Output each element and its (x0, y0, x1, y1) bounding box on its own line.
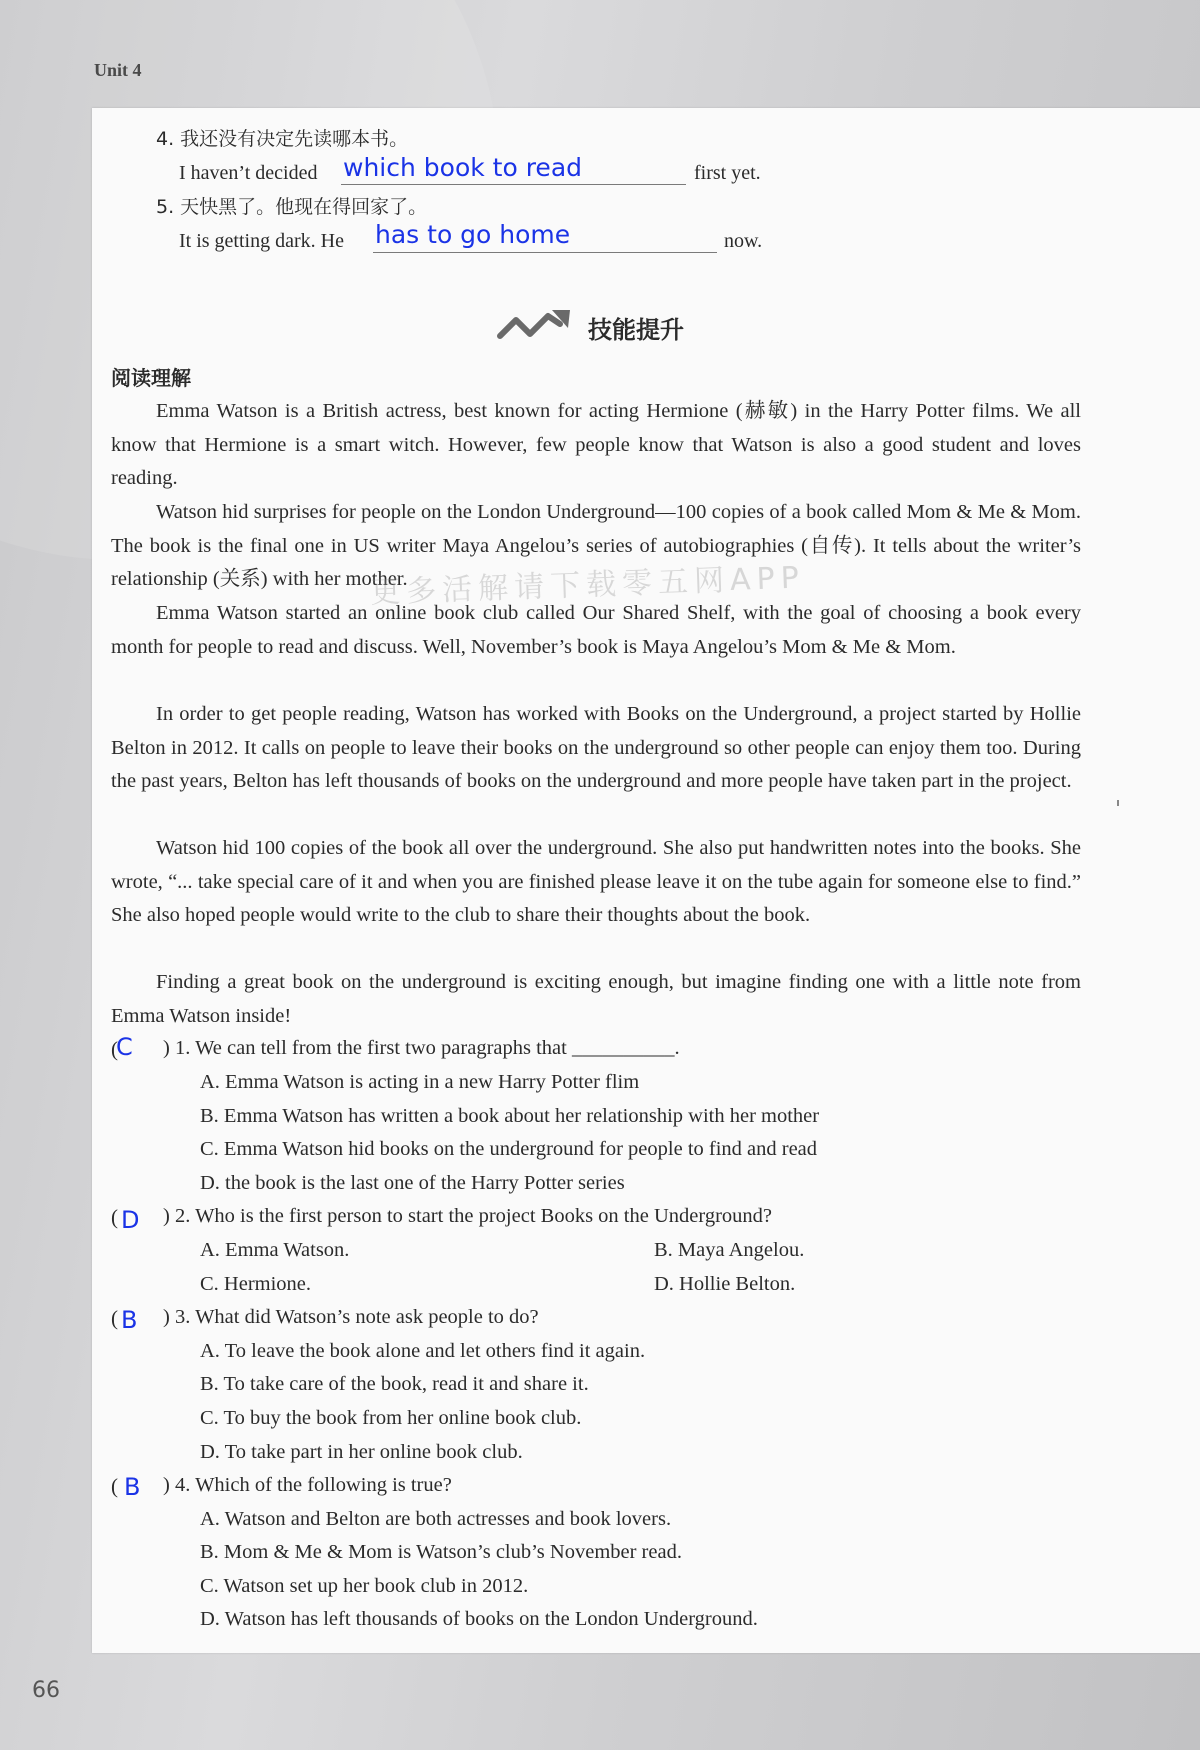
question-4-answer[interactable]: B (124, 1473, 141, 1501)
question-3-option-d: D. To take part in her online book club. (200, 1441, 523, 1463)
translation-5-prefix: It is getting dark. He (179, 230, 344, 252)
question-2-option-d: D. Hollie Belton. (654, 1273, 796, 1295)
question-4-option-a: A. Watson and Belton are both actresses and book lovers. (200, 1508, 672, 1530)
passage-paragraph-6: Finding a great book on the underground is exciting enough, but imagine finding one with a little note from Emma Watson inside! (111, 971, 1081, 1027)
question-1-text: ) 1. We can tell from the first two paragraphs that __________. (163, 1037, 680, 1059)
translation-4-blank (341, 184, 686, 185)
question-3-text: ) 3. What did Watson’s note ask people to do? (163, 1306, 539, 1328)
translation-4-suffix: first yet. (694, 162, 761, 184)
question-3-option-b: B. To take care of the book, read it and share it. (200, 1373, 589, 1395)
passage-paragraph-2: Watson hid surprises for people on the London Underground—100 copies of a book called Mom & Me & Mom. The book is the final one in US writer Maya Angelou’s series of autobiographies (自传). It tells about the writer’s relationship (关系) with her mother. (111, 501, 1081, 591)
question-2-text: ) 2. Who is the first person to start the project Books on the Underground? (163, 1205, 773, 1227)
question-2-option-b: B. Maya Angelou. (654, 1239, 805, 1261)
question-1-option-d: D. the book is the last one of the Harry Potter series (200, 1172, 625, 1194)
reading-heading: 阅读理解 (111, 366, 191, 390)
question-3-answer[interactable]: B (121, 1306, 138, 1334)
translation-5-blank (373, 252, 717, 253)
question-1-option-b: B. Emma Watson has written a book about her relationship with her mother (200, 1105, 820, 1127)
page-edge-mark (1117, 800, 1119, 806)
translation-4-prefix: I haven’t decided (179, 162, 318, 184)
question-4-option-d: D. Watson has left thousands of books on the London Underground. (200, 1608, 758, 1630)
question-2-answer[interactable]: D (121, 1206, 140, 1234)
question-3-option-c: C. To buy the book from her online book club. (200, 1407, 582, 1429)
answer-paren: ( (111, 1037, 118, 1061)
translation-4-chinese: 4. 我还没有决定先读哪本书。 (156, 128, 409, 150)
question-2-option-c: C. Hermione. (200, 1273, 312, 1295)
passage-paragraph-4: In order to get people reading, Watson has worked with Books on the Underground, a project started by Hollie Belton in 2012. It calls on people to leave their books on the underground so other people can enjoy them too. During the past years, Belton has left thousands of books on the underground and more people have taken part in the project. (111, 703, 1081, 793)
translation-5-chinese: 5. 天快黑了。他现在得回家了。 (156, 196, 428, 218)
translation-5-answer[interactable]: has to go home (375, 220, 571, 249)
question-2-option-a: A. Emma Watson. (200, 1239, 350, 1261)
question-4-text: ) 4. Which of the following is true? (163, 1474, 452, 1496)
answer-paren: ( (111, 1205, 118, 1229)
section-title: 技能提升 (588, 316, 684, 344)
passage-paragraph-1: Emma Watson is a British actress, best known for acting Hermione (赫敏) in the Harry Potter films. We all know that Hermione is a smart witch. However, few people know that Watson is also a good student and loves reading. (111, 400, 1081, 490)
question-4-option-c: C. Watson set up her book club in 2012. (200, 1575, 529, 1597)
answer-paren: ( (111, 1474, 118, 1498)
answer-paren: ( (111, 1306, 118, 1330)
question-4-option-b: B. Mom & Me & Mom is Watson’s club’s November read. (200, 1541, 682, 1563)
question-1-option-c: C. Emma Watson hid books on the underground for people to find and read (200, 1138, 818, 1160)
zigzag-arrow-icon (496, 306, 574, 347)
question-1-option-a: A. Emma Watson is acting in a new Harry Potter flim (200, 1071, 640, 1093)
unit-label: Unit 4 (94, 60, 142, 80)
page-number: 66 (32, 1678, 60, 1703)
translation-4-answer[interactable]: which book to read (343, 153, 583, 182)
passage-paragraph-3: Emma Watson started an online book club called Our Shared Shelf, with the goal of choosing a book every month for people to read and discuss. Well, November’s book is Maya Angelou’s Mom & Me & Mom. (111, 602, 1081, 658)
question-3-option-a: A. To leave the book alone and let others find it again. (200, 1340, 646, 1362)
passage-paragraph-5: Watson hid 100 copies of the book all over the underground. She also put handwritten notes into the books. She wrote, “... take special care of it and when you are finished please leave it on the tube again for someone else to find.” She also hoped people would write to the club to share their thoughts about the book. (111, 837, 1081, 927)
translation-5-suffix: now. (724, 230, 763, 252)
watermark: 更多活解请下载零五网APP (369, 560, 806, 611)
question-1-answer[interactable]: C (116, 1033, 133, 1061)
